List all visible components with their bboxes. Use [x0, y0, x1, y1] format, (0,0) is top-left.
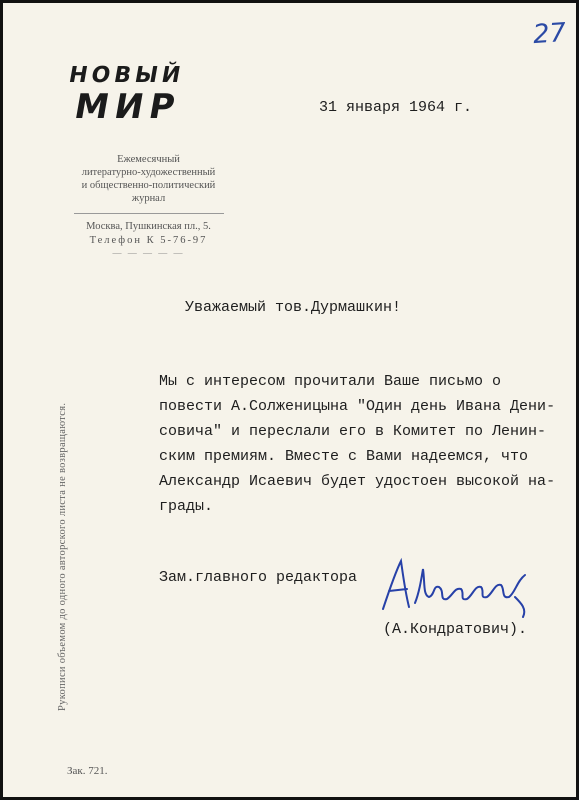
archive-number: 27	[531, 17, 568, 51]
signer-name: (А.Кондратович).	[383, 621, 528, 638]
greeting: Уважаемый тов.Дурмашкин!	[185, 299, 402, 316]
journal-phone: Телефон К 5-76-97	[89, 235, 208, 246]
letter-date: 31 января 1964 г.	[319, 99, 473, 116]
logo-line-1: НОВЫЙ	[66, 63, 187, 88]
body-line: Александр Исаевич будет удостоен высокой на-	[159, 473, 556, 490]
body-line: повести А.Солженицына "Один день Ивана Дени-	[159, 398, 556, 415]
letter-body	[159, 369, 579, 519]
decorative-dashes: — — — — —	[112, 248, 185, 258]
body-line: Мы с интересом прочитали Ваше письмо о	[159, 373, 502, 390]
journal-description-3: и общественно-политический	[81, 180, 216, 191]
margin-note: Рукописи объемом до одного авторского листа не возвращаются.	[57, 402, 68, 711]
logo-line-2: МИР	[71, 87, 184, 127]
letterhead-details	[51, 153, 246, 258]
journal-description-1: Ежемесячный	[117, 154, 180, 165]
letterhead-divider	[74, 213, 224, 214]
body-line: грады.	[159, 498, 214, 515]
journal-logo	[65, 63, 235, 129]
journal-description-4: журнал	[131, 193, 166, 204]
body-line: ским премиям. Вместе с Вами надеемся, что	[159, 448, 529, 465]
signature-scribble	[375, 551, 545, 623]
body-line: совича" и переслали его в Комитет по Ленин-	[159, 423, 547, 440]
handwritten-signature	[375, 551, 545, 623]
journal-address: Москва, Пушкинская пл., 5.	[86, 221, 211, 232]
print-order-number: Зак. 721.	[67, 765, 108, 777]
signature-label: Зам.главного редактора	[159, 569, 358, 586]
journal-description-2: литературно-художественный	[81, 167, 216, 178]
